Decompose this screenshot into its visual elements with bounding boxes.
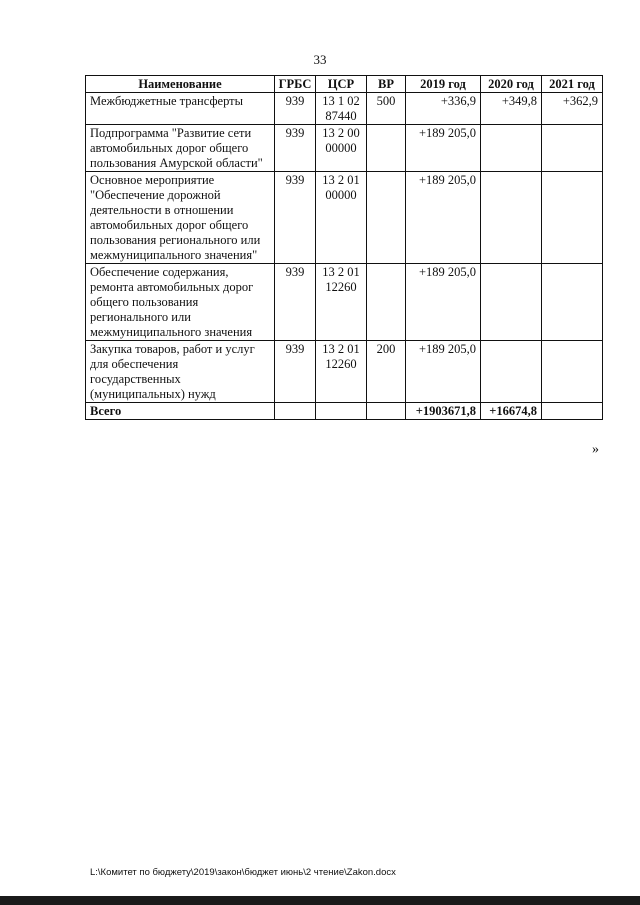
cell-grbs: 939 [275,264,316,341]
cell-2019: +189 205,0 [406,172,481,264]
header-csr: ЦСР [316,76,367,93]
header-name: Наименование [86,76,275,93]
total-csr [316,403,367,420]
cell-name: Подпрограмма "Развитие сети автомобильных дорог общего пользования Амурской области" [86,125,275,172]
cell-2020 [481,341,542,403]
page-number: 33 [313,52,327,67]
total-2020: +16674,8 [481,403,542,420]
cell-2021 [542,172,603,264]
header-2020: 2020 год [481,76,542,93]
total-row [86,403,603,420]
total-2021 [542,403,603,420]
cell-csr: 13 2 01 00000 [316,172,367,264]
cell-2021 [542,264,603,341]
cell-2021 [542,341,603,403]
header-2021: 2021 год [542,76,603,93]
footer-file-path: L:\Комитет по бюджету\2019\закон\бюджет июнь\2 чтение\Zakon.docx [90,867,396,878]
table-row [86,341,603,403]
cell-2020 [481,125,542,172]
table-header-row [86,76,603,93]
cell-2020: +349,8 [481,93,542,125]
table-row [86,172,603,264]
cell-name: Обеспечение содержания, ремонта автомобильных дорог общего пользования регионального или межмуниципального значения [86,264,275,341]
closing-quote: » [592,442,599,457]
cell-2019: +189 205,0 [406,341,481,403]
cell-2019: +336,9 [406,93,481,125]
table-row [86,125,603,172]
cell-2021 [542,125,603,172]
cell-vr [367,125,406,172]
cell-vr [367,264,406,341]
scan-edge-band [0,896,640,905]
cell-vr [367,172,406,264]
header-vr: ВР [367,76,406,93]
total-2019: +1903671,8 [406,403,481,420]
cell-name: Межбюджетные трансферты [86,93,275,125]
cell-csr: 13 2 01 12260 [316,341,367,403]
cell-name: Основное мероприятие "Обеспечение дорожной деятельности в отношении автомобильных дорог общего пользования регионального или межмуниципального значения" [86,172,275,264]
total-label: Всего [86,403,275,420]
budget-table [85,75,603,420]
cell-name: Закупка товаров, работ и услуг для обеспечения государственных (муниципальных) нужд [86,341,275,403]
cell-vr: 200 [367,341,406,403]
header-2019: 2019 год [406,76,481,93]
cell-vr: 500 [367,93,406,125]
total-grbs [275,403,316,420]
table-row [86,93,603,125]
cell-csr: 13 2 01 12260 [316,264,367,341]
cell-2021: +362,9 [542,93,603,125]
cell-grbs: 939 [275,93,316,125]
table-row [86,264,603,341]
cell-2019: +189 205,0 [406,125,481,172]
cell-csr: 13 1 02 87440 [316,93,367,125]
cell-2020 [481,264,542,341]
header-grbs: ГРБС [275,76,316,93]
cell-2020 [481,172,542,264]
cell-2019: +189 205,0 [406,264,481,341]
cell-grbs: 939 [275,172,316,264]
cell-csr: 13 2 00 00000 [316,125,367,172]
cell-grbs: 939 [275,125,316,172]
total-vr [367,403,406,420]
cell-grbs: 939 [275,341,316,403]
